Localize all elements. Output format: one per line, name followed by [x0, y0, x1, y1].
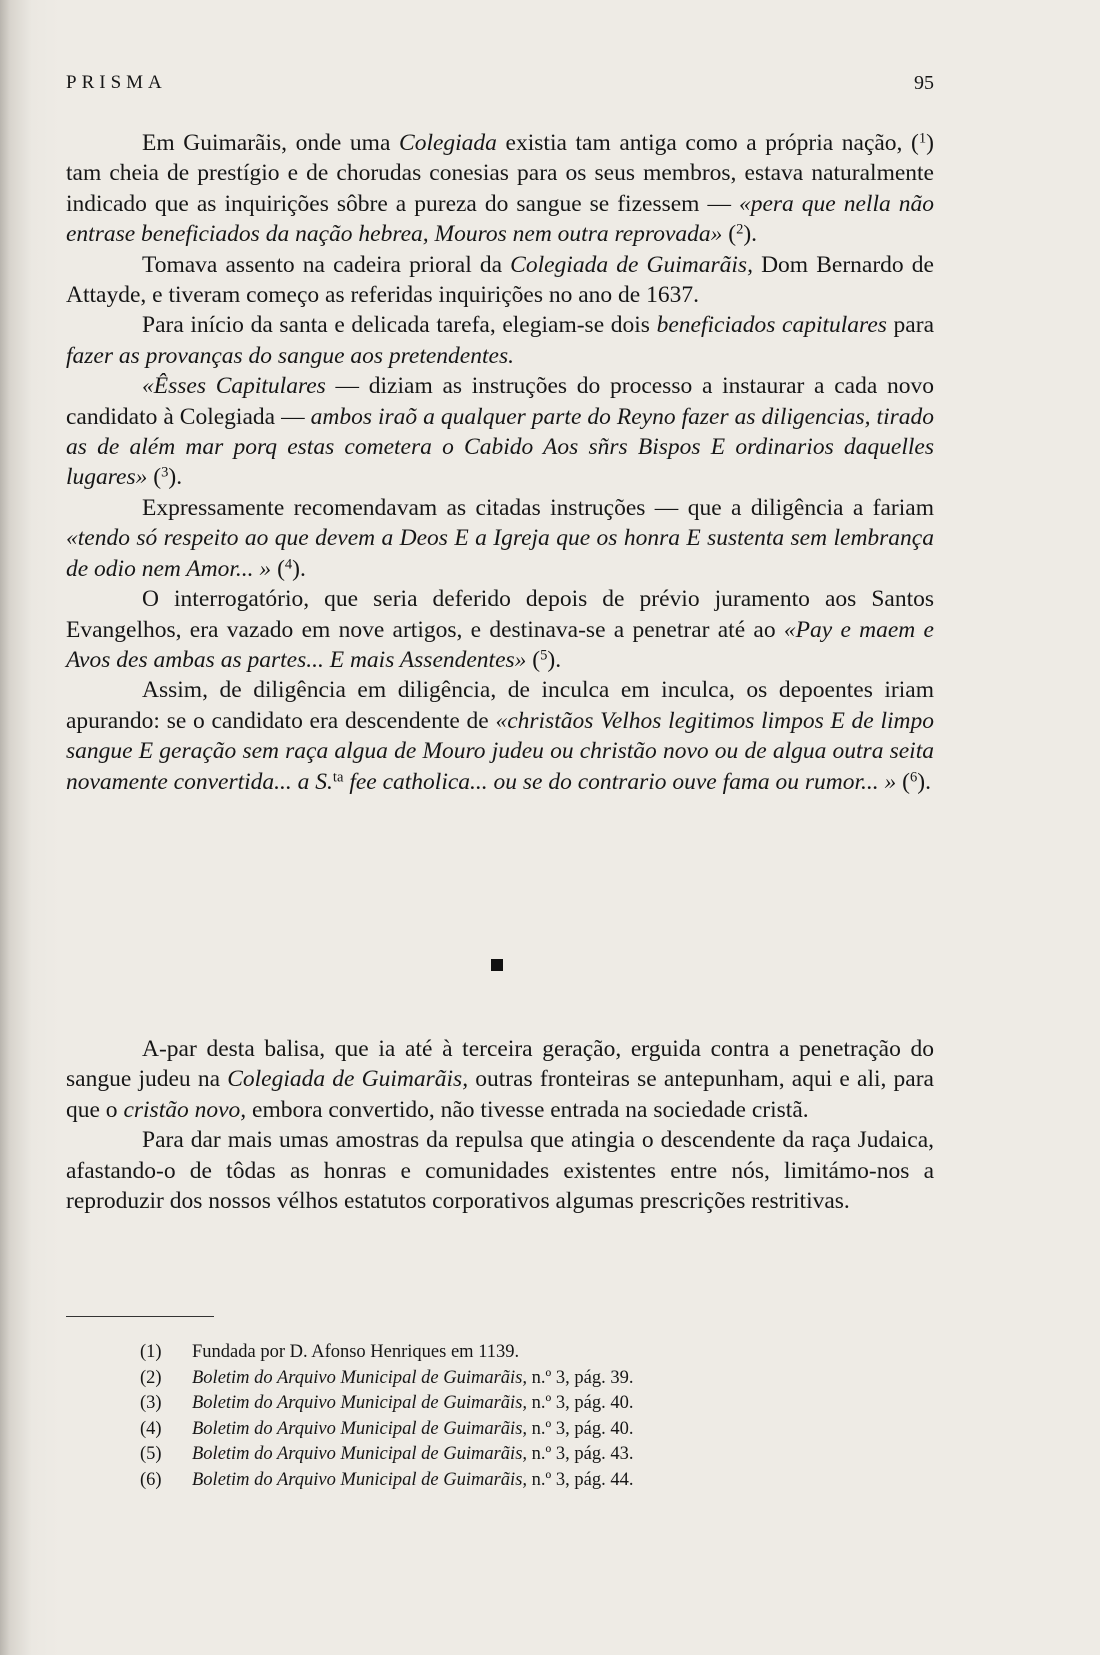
- footnote-number: (1): [140, 1342, 162, 1362]
- footnote-ref: 6: [909, 769, 918, 786]
- footnote: (3) Boletim do Arquivo Municipal de Guimarãis, n.º 3, pág. 40.: [140, 1391, 900, 1417]
- footnote-number: (3): [140, 1393, 162, 1414]
- superscript-abbrev: ta: [332, 769, 344, 786]
- paragraph: Expressamente recomendavam as citadas instruções — que a diligência a fariam «tendo só respeito ao que devem a Deos E a Igreja que os honra E sustenta sem lembrança de odio nem Amor... » ($^4$).: [66, 494, 934, 582]
- paragraph: Assim, de diligência em diligência, de inculca em inculca, os depoentes iriam apurando: se o candidato era descendente de «christãos Velhos legitimos limpos E de limpo sangue E geração sem raça algua de Mouro judeu ou christão novo ou de algua outra seita novamente convertida... a S.$^{ta}$ fee catholica... ou se do contrario ouve fama ou rumor... » ($^6$).: [66, 677, 934, 795]
- footnote-ref: 1: [918, 130, 927, 147]
- footnote-ref: 3: [161, 465, 169, 482]
- footnote-ref: 2: [736, 221, 744, 238]
- paragraph: Tomava assento na cadeira prioral da Colegiada de Guimarãis, Dom Bernardo de Attayde, e tiveram começo as referidas inquirições no ano de 1637.: [66, 251, 934, 309]
- footnotes: [140, 1340, 900, 1494]
- footnote-ref: 5: [540, 647, 548, 664]
- footnote: (1) Fundada por D. Afonso Henriques em 1139.: [140, 1340, 900, 1366]
- paragraph: «Êsses Capitulares — diziam as instruções do processo a instaurar a cada novo candidato à Colegiada — ambos iraõ a qualquer parte do Reyno fazer as diligencias, tirado as de além mar porq estas cometera o Cabido Aos sñrs Bispos E ordinarios daquelles lugares» ($^3$).: [66, 373, 934, 491]
- paragraph: Para início da santa e delicada tarefa, elegiam-se dois beneficiados capitulares para fazer as provanças do sangue aos pretendentes.: [66, 312, 934, 369]
- running-header: [66, 72, 934, 102]
- section-break-square: [491, 959, 503, 971]
- footnote-number: (4): [140, 1418, 162, 1439]
- paragraph: A-par desta balisa, que ia até à terceira geração, erguida contra a penetração do sangue judeu na Colegiada de Guimarãis, outras fronteiras se antepunham, aqui e ali, para que o cristão novo, embora convertido, não tivesse entrada na sociedade cristã.: [66, 1036, 934, 1123]
- footnote-number: (5): [140, 1444, 162, 1465]
- page-number: 95: [914, 72, 934, 94]
- footnote-divider: [66, 1316, 214, 1317]
- paragraph: O interrogatório, que seria deferido depois de prévio juramento aos Santos Evangelhos, era vazado em nove artigos, e destinava-se a penetrar até ao «Pay e maem e Avos des ambas as partes... E mais Assendentes» ($^5$).: [66, 586, 934, 673]
- main-text-continued: [66, 1034, 934, 1216]
- running-title: PRISMA: [66, 72, 167, 93]
- footnote: (2) Boletim do Arquivo Municipal de Guimarãis, n.º 3, pág. 39.: [140, 1366, 900, 1392]
- footnote-number: (6): [140, 1469, 162, 1490]
- footnote-ref: 4: [284, 556, 293, 573]
- paragraph: Em Guimarãis, onde uma Colegiada existia tam antiga como a própria nação, ($^1$) tam cheia de prestígio e de chorudas conesias para os seus membros, estava naturalmente indicado que as inquirições sôbre a pureza do sangue se fizessem — «pera que nella não entrase beneficiados da nação hebrea, Mouros nem outra reprovada» ($^2$).: [66, 130, 934, 248]
- footnote: (5) Boletim do Arquivo Municipal de Guimarãis, n.º 3, pág. 43.: [140, 1442, 900, 1468]
- paragraph: Para dar mais umas amostras da repulsa que atingia o descendente da raça Judaica, afastando-o de tôdas as honras e comunidades existentes entre nós, limitámo-nos a reproduzir dos nossos vélhos estatutos corporativos algumas prescrições restritivas.: [66, 1127, 934, 1215]
- footnote: (6) Boletim do Arquivo Municipal de Guimarãis, n.º 3, pág. 44.: [140, 1468, 900, 1494]
- main-text: [66, 128, 934, 797]
- footnote: (4) Boletim do Arquivo Municipal de Guimarãis, n.º 3, pág. 40.: [140, 1417, 900, 1443]
- footnote-number: (2): [140, 1367, 162, 1388]
